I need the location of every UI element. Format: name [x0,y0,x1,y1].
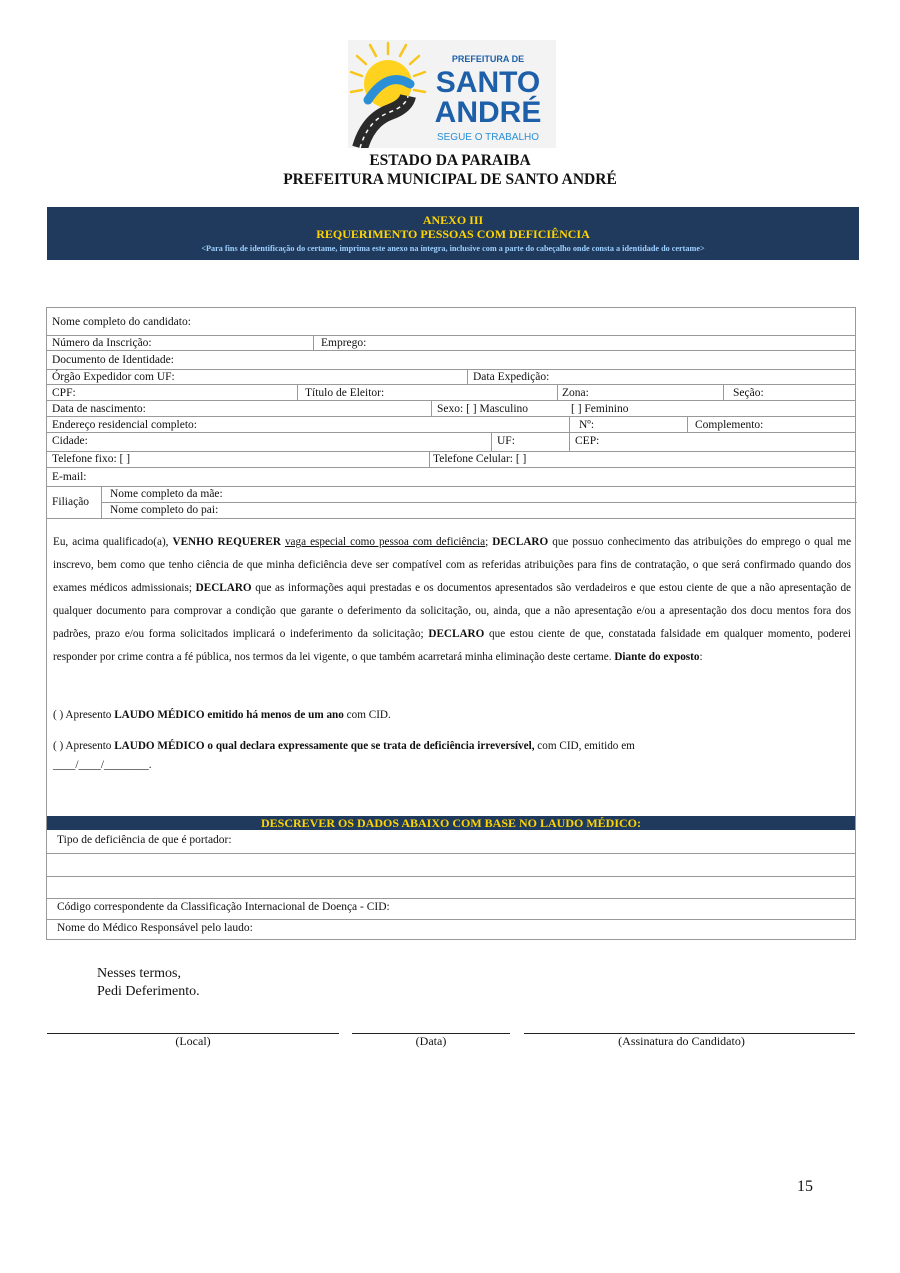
state-heading: ESTADO DA PARAIBA [369,152,531,169]
birth-date-label: Data de nascimento: [52,403,146,415]
local-label: (Local) [175,1034,211,1048]
application-form [46,307,856,940]
medical-section-heading: DESCREVER OS DADOS ABAIXO COM BASE NO LAUDO MÉDICO: [47,816,855,830]
full-name-label: Nome completo do candidato: [52,316,191,328]
page-number: 15 [797,1178,813,1195]
municipality-heading: PREFEITURA MUNICIPAL DE SANTO ANDRÉ [283,171,617,188]
mother-name-label: Nome completo da mãe: [110,488,223,500]
sun-road-emblem [348,40,556,148]
svg-text:ANDRÉ: ANDRÉ [434,96,542,129]
city-label: Cidade: [52,435,88,447]
email-label: E-mail: [52,471,87,483]
prefeitura-logo [348,40,556,148]
annex-note: <Para fins de identificação do certame, imprima este anexo na íntegra, inclusive com a parte do cabeçalho onde consta a identidade do certame> [201,244,705,253]
option-recent-report[interactable]: ( ) Apresento LAUDO MÉDICO emitido há menos de um ano com CID. [53,709,391,721]
address-label: Endereço residencial completo: [52,419,197,431]
svg-text:PREFEITURA DE: PREFEITURA DE [451,54,525,64]
annex-number: ANEXO III [422,213,484,227]
cid-code-label: Código correspondente da Classificação Internacional de Doença - CID: [57,901,390,913]
zone-label: Zona: [562,387,589,399]
landline-label: Telefone fixo: [ ] [52,453,131,465]
closing-line-2: Pedi Deferimento. [97,984,200,999]
father-name-label: Nome completo do pai: [110,504,219,516]
mobile-label: Telefone Celular: [ ] [433,453,527,465]
section-label: Seção: [733,387,764,399]
closing-line-1: Nesses termos, [97,966,181,981]
date-label: (Data) [415,1034,447,1048]
svg-text:SEGUE O TRABALHO: SEGUE O TRABALHO [436,132,540,143]
sex-female-option[interactable]: [ ] Feminino [571,403,629,415]
number-label: Nº: [579,419,595,431]
voter-id-label: Título de Eleitor: [305,387,385,399]
cep-label: CEP: [575,435,600,447]
declaration-text: Eu, acima qualificado(a), VENHO REQUERER vaga especial como pessoa com deficiência; DECLARO que possuo conhecimento das atribuições do emprego o qual me inscrevo, bem como que tenho ciência de que minha deficiência deve ser compatível com as referidas atribuições para fins de contratação, o que será confirmado quando dos exames médicos admissionais; DECLARO que as informações aqui prestadas e os documentos apresentados são verdadeiros e que estou ciente de que a não apresentação de qualquer documento para comprovar a condição que garante o deferimento da solicitação, ou, ainda, que a não apresentação e/ou a apresentação dos docu mentos fora dos padrões, prazo e/ou forma solicitados implicará o indeferimento da solicitação; DECLARO que estou ciente de que, constatada falsidade em qualquer momento, poderei responder por crime contra a fé pública, nos termos da lei vigente, o que também acarretará minha eliminação deste certame. Diante do exposto: [53,536,852,663]
issuer-label: Órgão Expedidor com UF: [52,371,175,383]
id-document-label: Documento de Identidade: [52,354,174,366]
filiation-label: Filiação [52,496,90,508]
issue-date-blank: ____/____/________. [53,759,152,771]
option-irreversible-report[interactable]: ( ) Apresento LAUDO MÉDICO o qual declara expressamente que se trata de deficiência irreversível, com CID, emitido em ____/____/________. [53,740,635,771]
annex-banner [47,207,859,260]
uf-label: UF: [497,435,515,447]
job-label: Emprego: [321,337,367,349]
doctor-name-label: Nome do Médico Responsável pelo laudo: [57,922,253,934]
registration-label: Número da Inscrição: [52,337,152,349]
cpf-label: CPF: [52,387,76,399]
complement-label: Complemento: [695,419,764,431]
deficiency-type-label: Tipo de deficiência de que é portador: [57,834,232,846]
svg-text:SANTO: SANTO [435,66,541,99]
signature-label: (Assinatura do Candidato) [618,1034,745,1048]
issue-date-label: Data Expedição: [473,371,550,383]
annex-title: REQUERIMENTO PESSOAS COM DEFICIÊNCIA [316,227,590,241]
sex-male-option[interactable]: Sexo: [ ] Masculino [437,403,529,415]
